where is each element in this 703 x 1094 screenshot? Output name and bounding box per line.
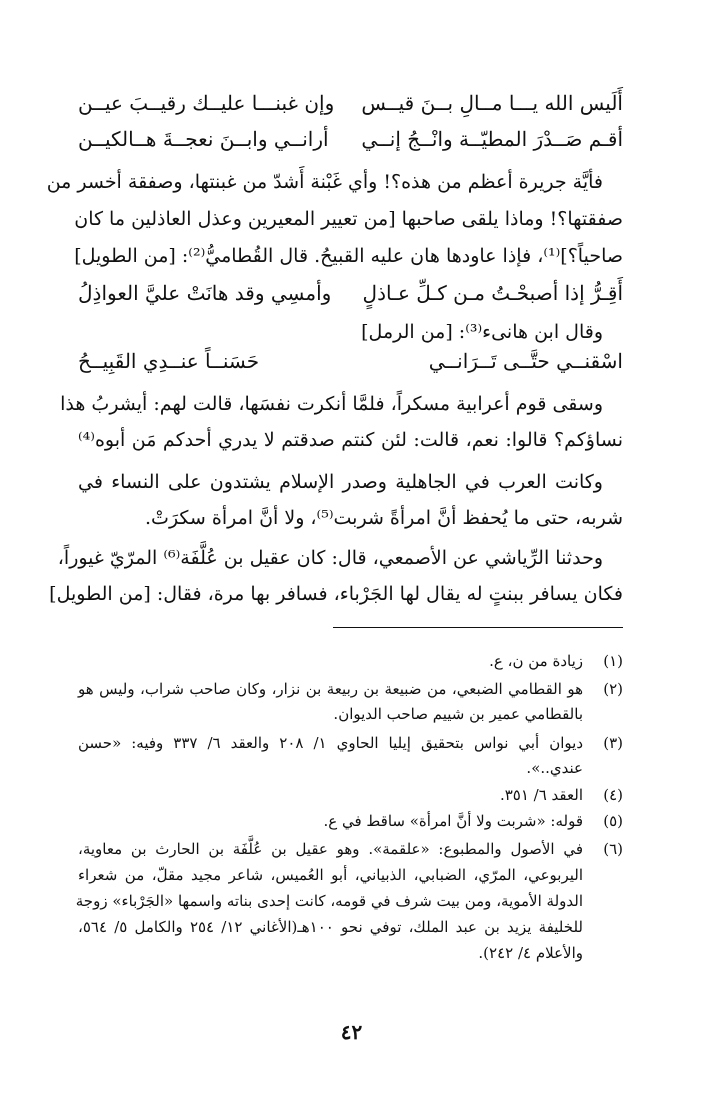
- footnote-text: هو القطامي الضبعي، من ضبيعة بن ربيعة بن نزار، وكان صاحب شراب، وليس هو: [78, 680, 583, 698]
- verse-1-second-hemistich: وإن غبنـــا عليــك رقيــبَ عيــن: [78, 91, 335, 115]
- footnote-6-continued: [78, 940, 623, 966]
- footnote-number: (٤): [603, 786, 623, 804]
- page-number: ٤٢: [340, 1020, 363, 1044]
- verse-3-second-hemistich: وأمسِي وقد هانَتْ عليَّ العواذِلُ: [78, 281, 332, 305]
- footnote-text: في الأصول والمطبوع: «علقمة». وهو عقيل بن عُلَّفَة بن الحارث بن معاوية،: [78, 840, 583, 858]
- verse-2-second-hemistich: أرانــي وابــنَ نعجــةَ هــالكيــن: [78, 127, 329, 151]
- footnote-text: والأعلام ٤/ ٢٤٢).: [478, 944, 583, 962]
- verse-line-1: [78, 86, 623, 120]
- verse-2-first-hemistich: أقـم صَــدْرَ المطيّــة وانْــجُ إنــي: [361, 127, 623, 151]
- footnote-6-continued: [78, 862, 623, 888]
- footnote-5: [78, 808, 623, 834]
- footnote-number: (٣): [603, 734, 623, 752]
- footnote-text: عندي..».: [526, 759, 583, 777]
- intro-line-ibn-hani: وقال ابن هانىء⁽³⁾: [من الرمل]: [361, 321, 603, 343]
- prose-line: صفقتها؟! وماذا يلقى صاحبها [من تعيير المعيرين وعذل العاذلين ما كان: [74, 208, 623, 230]
- verse-line-3: [78, 276, 623, 310]
- prose-line: وسقى قوم أعرابية مسكراً، فلمَّا أنكرت نفسَها، قالت لهم: أيشربُ هذا: [60, 393, 603, 415]
- prose-line: صاحياً؟]⁽¹⁾، فإذا عاودها هان عليه القبيحُ. قال القُطاميُّ⁽²⁾: [من الطويل]: [74, 245, 623, 267]
- footnote-6-continued: [75, 888, 623, 914]
- footnote-text: ديوان أبي نواس بتحقيق إيليا الحاوي ١/ ٢٠٨ والعقد ٦/ ٣٣٧ وفيه: «حسن: [78, 734, 584, 752]
- footnote-4: [78, 782, 623, 808]
- verse-line-4: [78, 344, 623, 378]
- prose-line: شربه، حتى ما يُحفظ أنَّ امرأةً شربت⁽⁵⁾، ولا أنَّ امرأة سكرَتْ.: [145, 507, 623, 529]
- footnote-number: (٦): [603, 840, 623, 858]
- footnote-text: الدولة الأموية، ومن بيت شرف في قومه، كانت إحدى بناته واسمها «الجَرْباء» زوجة: [75, 892, 583, 910]
- footnote-separator: [333, 627, 623, 628]
- footnote-text: للخليفة يزيد بن عبد الملك، توفي نحو ١٠٠هـ(الأغاني ١٢/ ٢٥٤ والكامل ٥/ ٥٦٤،: [78, 918, 583, 936]
- footnote-2-continued: [78, 701, 623, 727]
- footnote-text: اليربوعي، المرّي، الضبابي، الذبياني، أبو العُميس، شاعر مجيد مقلّ، من شعراء: [78, 866, 583, 884]
- footnote-text: قوله: «شربت ولا أنَّ امرأة» ساقط في ع.: [323, 812, 583, 830]
- verse-3-first-hemistich: أَقِـرُّ إذا أصبحْـتُ مـن كـلِّ عـاذلٍ: [362, 281, 623, 305]
- verse-1-first-hemistich: أَلَيس الله يـــا مــالِ بــنَ قيــس: [361, 91, 623, 115]
- footnote-number: (٢): [603, 680, 623, 698]
- footnote-number: (٥): [603, 812, 623, 830]
- verse-4-second-hemistich: حَسَنــاً عنــدِي القَبِيــحُ: [78, 349, 260, 373]
- footnote-6-continued: [78, 914, 623, 940]
- prose-line: نساؤكم؟ قالوا: نعم، قالت: لئن كنتم صدقتم لا يدري أحدكم مَن أبوه⁽⁴⁾: [78, 429, 623, 451]
- footnote-6: [78, 836, 623, 862]
- footnote-2: [78, 676, 623, 702]
- verse-4-first-hemistich: اسْقنــي حتَّــى تَــرَانــي: [428, 349, 623, 373]
- footnote-3-continued: [78, 755, 623, 781]
- footnote-1: [78, 648, 623, 674]
- footnote-text: زيادة من ن، ع.: [489, 652, 583, 670]
- prose-line: فكان يسافر ببنتٍ له يقال لها الجَرْباء، فسافر بها مرة، فقال: [من الطويل]: [49, 583, 623, 605]
- footnote-text: العقد ٦/ ٣٥١.: [499, 786, 583, 804]
- footnote-text: بالقطامي عمير بن شييم صاحب الديوان.: [333, 705, 583, 723]
- verse-line-2: [78, 122, 623, 156]
- footnote-3: [78, 730, 623, 756]
- prose-line: وحدثنا الرِّياشي عن الأصمعي، قال: كان عقيل بن عُلَّفَة⁽⁶⁾ المرّيّ غيوراً،: [57, 547, 603, 569]
- footnote-number: (١): [603, 652, 623, 670]
- prose-line: فأيَّة جريرة أعظم من هذه؟! وأي غَبْنة أَشدّ من غبنتها، وصفقة أخسر من: [46, 171, 603, 193]
- prose-line: وكانت العرب في الجاهلية وصدر الإسلام يشتدون على النساء في: [78, 471, 603, 493]
